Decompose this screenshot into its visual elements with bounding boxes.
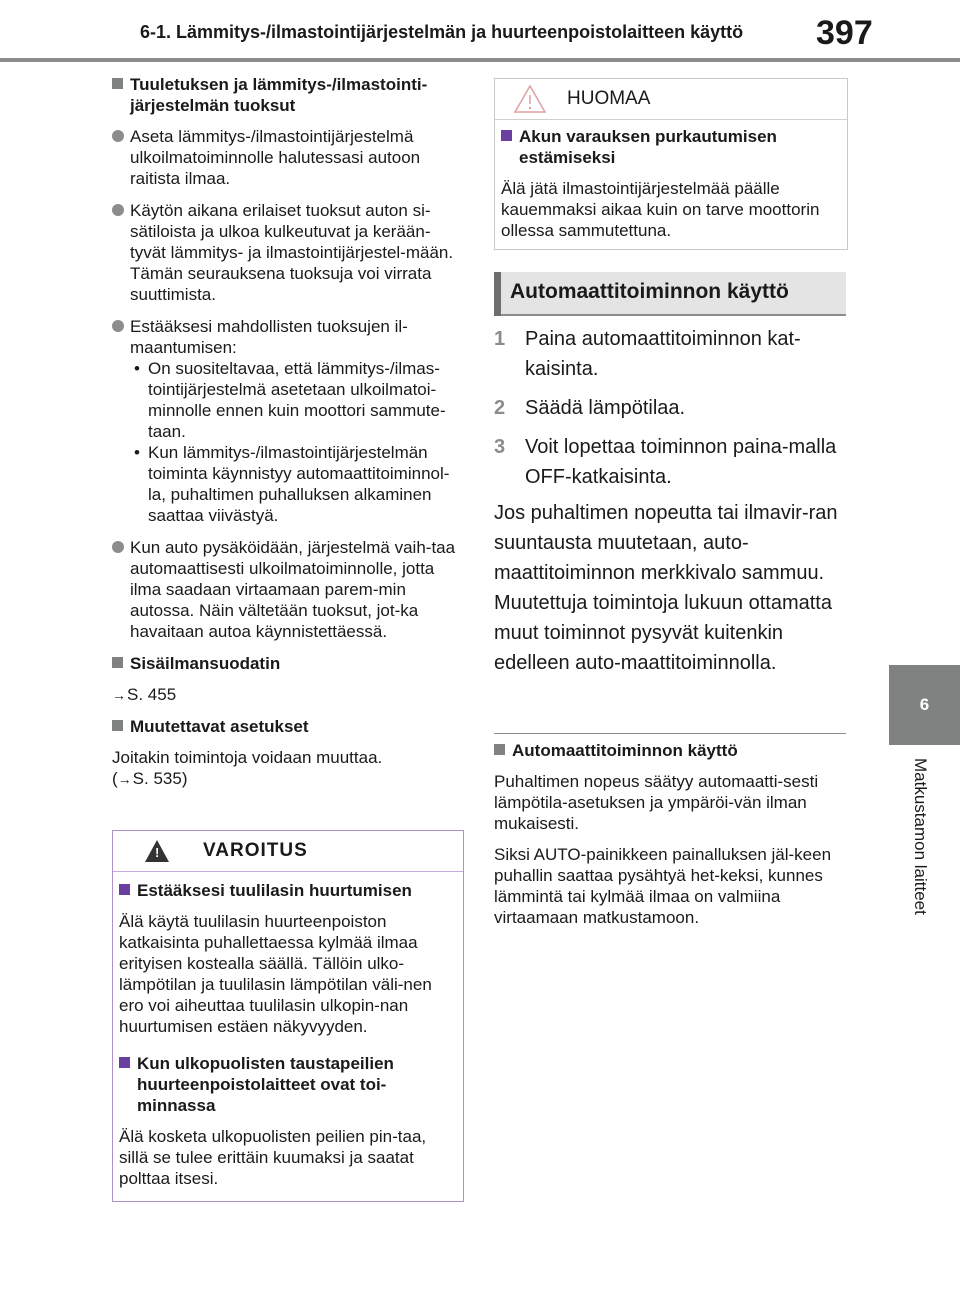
step-item: 1 Paina automaattitoiminnon kat-kaisinta.	[494, 328, 801, 380]
warning-header	[113, 831, 463, 872]
filter-reference[interactable]: →S. 455	[112, 685, 177, 704]
warning-box	[112, 830, 464, 1202]
notice-title: HUOMAA	[567, 88, 651, 109]
step-item: 3 Voit lopettaa toiminnon paina-malla OFF-katkaisinta.	[494, 436, 837, 488]
square-bullet-icon	[112, 657, 123, 668]
bullet-item: Kun auto pysäköidään, järjestelmä vaih-taa automaattisesti ulkoilmatoiminnolle, jotta ilma saadaan virtaamaan parem-min autossa. Näin vältetään tuoksut, jot-ka havaitaan autoa käynnistettäessä.	[112, 537, 464, 642]
notice-heading: Akun varauksen purkautumisen estämiseksi	[501, 126, 839, 168]
custom-settings-text: Joitakin toimintoja voidaan muuttaa. (→S. 535)	[112, 748, 383, 788]
bullet-item: Estääksesi mahdollisten tuoksujen il-maantumisen: • On suositeltavaa, että lämmitys-/ilmas-tointijärjestelmä asetetaan ulkoilmatoi-minnolle ennen kuin moottori sammute-taan. • Kun lämmitys-/ilmastointijärjestelmän toiminta käynnistyy automaattitoiminnol-la, puhaltimen puhalluksen alkaminen saattaa viivästyä.	[112, 316, 464, 526]
square-bullet-icon	[112, 78, 123, 89]
running-header: 6-1. Lämmitys-/ilmastointijärjestelmän ja huurteenpoistolaitteen käyttö	[140, 22, 744, 42]
auto-paragraph: Jos puhaltimen nopeutta tai ilmavir-ran suuntausta muutetaan, auto-maattitoiminnon merkkivalo sammuu. Muutettuja toimintoja lukuun ottamatta muut toiminnot pysyvät kuitenkin edelleen auto-maattitoiminnolla.	[494, 502, 838, 674]
dot-bullet-icon	[112, 541, 124, 553]
notice-header	[495, 79, 847, 120]
square-bullet-icon	[119, 884, 130, 895]
arrow-right-icon: →	[112, 687, 126, 703]
warning-text: Älä kosketa ulkopuolisten peilien pin-taa, sillä se tulee erittäin kuumaksi ja saatat polttaa itsesi.	[119, 1127, 427, 1188]
auto-info-heading: Automaattitoiminnon käyttö	[494, 740, 846, 761]
auto-info-block	[494, 740, 846, 938]
bullet-item: Aseta lämmitys-/ilmastointijärjestelmä ulkoilmatoiminnolle halutessasi autoon raitista ilmaa.	[112, 126, 464, 189]
chapter-tab	[889, 665, 960, 745]
dot-bullet-icon	[112, 320, 124, 332]
custom-settings-reference[interactable]: S. 535)	[132, 769, 188, 788]
step-item: 2 Säädä lämpötilaa.	[494, 397, 686, 419]
warning-body	[113, 872, 463, 1189]
notice-body	[495, 120, 847, 241]
square-bullet-icon	[494, 744, 505, 755]
chapter-label: Matkustamon laitteet	[911, 758, 930, 915]
section-title: Automaattitoiminnon käyttö	[494, 272, 846, 316]
warning-heading: Kun ulkopuolisten taustapeilien huurteenpoistolaitteet ovat toi-minnassa	[119, 1053, 455, 1116]
auto-info-text: Siksi AUTO-painikkeen painalluksen jäl-keen puhallin saattaa pysähtyä het-keksi, kunnes lämmintä tai kylmää ilmaa on valmiina virtaamaan matkustamoon.	[494, 845, 832, 927]
square-bullet-icon	[112, 720, 123, 731]
section-divider	[494, 733, 846, 734]
notice-box	[494, 78, 848, 250]
page-number: 397	[816, 14, 873, 52]
steps-list	[494, 324, 846, 501]
warning-heading: Estääksesi tuulilasin huurtumisen	[119, 880, 455, 901]
square-bullet-icon	[501, 130, 512, 141]
sub-item: • Kun lämmitys-/ilmastointijärjestelmän toiminta käynnistyy automaattitoiminnol-la, puhaltimen puhalluksen alkaminen saattaa viivästyä.	[130, 442, 464, 526]
filter-heading: Sisäilmansuodatin	[112, 653, 464, 674]
notice-text: Älä jätä ilmastointijärjestelmää päälle kauemmaksi aikaa kuin on tarve moottorin ollessa sammutettuna.	[501, 179, 820, 240]
dot-bullet-icon	[112, 204, 124, 216]
auto-info-text: Puhaltimen nopeus säätyy automaatti-sesti lämpötila-asetuksen ja ympäröi-vän ilman mukaisesti.	[494, 772, 819, 833]
left-column	[112, 74, 464, 800]
chapter-number: 6	[919, 695, 930, 714]
bullet-item: Käytön aikana erilaiset tuoksut auton si-sätiloista ja ulkoa kulkeutuvat ja kerään-tyvät lämmitys- ja ilmastointijärjestel-mään. Tämän seurauksena tuoksuja voi virrata suuttimista.	[112, 200, 464, 305]
caution-triangle-icon	[513, 84, 547, 114]
custom-settings-heading: Muutettavat asetukset	[112, 716, 464, 737]
section-bar	[494, 272, 501, 316]
sub-item: • On suositeltavaa, että lämmitys-/ilmas-tointijärjestelmä asetetaan ulkoilmatoi-minnolle ennen kuin moottori sammute-taan.	[130, 358, 464, 442]
header-rule	[0, 58, 960, 62]
arrow-right-icon: →	[117, 771, 132, 787]
warning-title: VAROITUS	[203, 840, 308, 861]
warning-triangle-icon: !	[145, 840, 169, 862]
dot-bullet-icon	[112, 130, 124, 142]
warning-text: Älä käytä tuulilasin huurteenpoiston katkaisinta puhallettaessa kylmää ilmaa erityisen kostealla säällä. Tällöin ulko-lämpötilan ja tuulilasin lämpötilan väli-nen ero voi aiheuttaa tuulilasin ulkopin-nan huurtumisen estäen näkyvyyden.	[119, 912, 432, 1036]
square-bullet-icon	[119, 1057, 130, 1068]
odors-heading: Tuuletuksen ja lämmitys-/ilmastointi-järjestelmän tuoksut	[112, 74, 464, 116]
